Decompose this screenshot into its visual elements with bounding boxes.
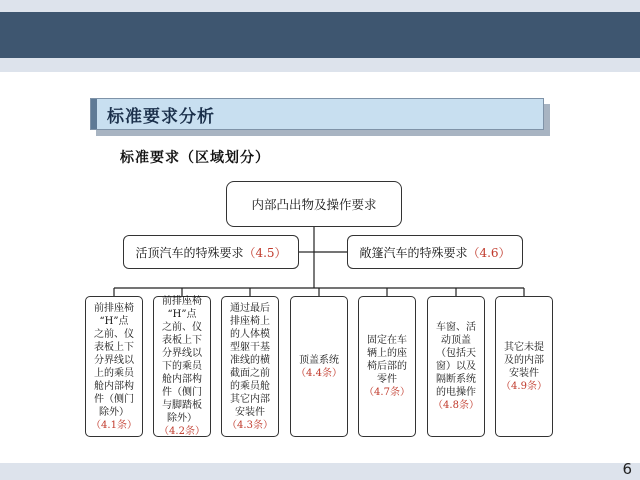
leaf-node-text: 的乘员舱 — [230, 380, 270, 392]
slide-subtitle: 标准要求（区域划分） — [120, 150, 270, 166]
leaf-node-text: 件（侧门 — [162, 387, 202, 398]
leaf-node-text: 窗）以及 — [436, 361, 476, 372]
mid-node-convertible — [347, 235, 523, 269]
leaf-node-text: 表板上下 — [94, 341, 134, 353]
leaf-node-text: 前排座椅 — [94, 302, 134, 314]
leaf-node-ref: （4.3条） — [227, 419, 273, 431]
leaf-node-text: 除外） — [167, 413, 197, 424]
leaf-node — [221, 296, 279, 437]
leaf-node-text: 件（侧门 — [94, 393, 134, 405]
leaf-node-text: 辆上的座 — [367, 348, 407, 359]
leaf-node-text: 下的乘员 — [162, 361, 202, 372]
leaf-node-text: 上的乘员 — [94, 367, 134, 379]
leaf-node-text: 顶盖系统 — [299, 354, 339, 366]
mid-node-ref: （4.5） — [243, 245, 287, 260]
leaf-node-text: 的电操作 — [436, 387, 476, 398]
root-node-label: 内部凸出物及操作要求 — [251, 197, 377, 212]
leaf-node-text: 通过最后 — [230, 302, 270, 314]
leaf-node-text: 前排座椅 — [162, 296, 202, 307]
leaf-node-text: 舱内部构 — [94, 380, 134, 392]
mid-node-ref: （4.6） — [467, 245, 511, 260]
leaf-node-text: 截面之前 — [230, 367, 270, 379]
leaf-node-text: 固定在车 — [367, 335, 407, 346]
leaf-node — [358, 296, 416, 437]
leaf-node-text: 之前、仪 — [94, 328, 134, 340]
leaf-node-ref: （4.1条） — [91, 419, 137, 431]
leaf-node-text: 分界线以 — [94, 354, 134, 366]
leaf-node-text: 分界线以 — [162, 348, 202, 359]
leaf-node-text: 隔断系统 — [436, 374, 476, 385]
leaf-node-text: 除外） — [99, 406, 129, 418]
leaf-node-text: （包括天 — [436, 348, 476, 359]
slide-title: 标准要求分析 — [107, 106, 215, 127]
leaf-node — [427, 296, 485, 437]
leaf-node-text: 及的内部 — [504, 354, 544, 366]
leaf-node-text: 舱内部构 — [162, 374, 202, 385]
mid-node-retractable-roof — [123, 235, 299, 269]
leaf-node-text: 型躯干基 — [230, 341, 270, 353]
leaf-node-ref: （4.8条） — [433, 400, 479, 411]
leaf-node-ref: （4.4条） — [296, 367, 342, 379]
root-node — [226, 181, 402, 227]
leaf-node-text: 车窗、活 — [436, 322, 476, 333]
leaf-node-ref: （4.2条） — [159, 426, 205, 437]
leaf-node-text: 其它未提 — [504, 341, 544, 353]
mid-node-label: 敞篷汽车的特殊要求 — [359, 245, 468, 260]
page-number: 6 — [622, 460, 632, 478]
leaf-node-text: 排座椅上 — [230, 315, 270, 327]
leaf-node — [153, 296, 211, 437]
leaf-node — [495, 296, 553, 437]
leaf-node-text: 动顶盖 — [441, 335, 471, 346]
leaf-node-text: 安装件 — [235, 406, 265, 418]
leaf-node-text: 椅后部的 — [367, 361, 407, 372]
leaf-node — [85, 296, 143, 437]
bottom-band — [0, 463, 640, 480]
leaf-node-ref: （4.9条） — [501, 380, 547, 392]
leaf-node-text: 安装件 — [509, 367, 539, 379]
leaf-node-ref: （4.7条） — [364, 387, 410, 398]
leaf-node-text: 准线的横 — [230, 354, 270, 366]
leaf-node — [290, 296, 348, 437]
leaf-node-text: 零件 — [377, 374, 397, 385]
leaf-node-text: 之前、仪 — [162, 322, 202, 333]
leaf-node-text: 表板上下 — [162, 335, 202, 346]
leaf-node-text: 其它内部 — [230, 393, 270, 405]
leaf-node-text: 的人体模 — [230, 328, 270, 340]
leaf-node-text: 与脚踏板 — [162, 400, 202, 411]
leaf-node-text: “H”点 — [167, 309, 197, 320]
leaf-node-text: “H”点 — [99, 315, 129, 327]
mid-node-label: 活顶汽车的特殊要求 — [135, 245, 244, 260]
